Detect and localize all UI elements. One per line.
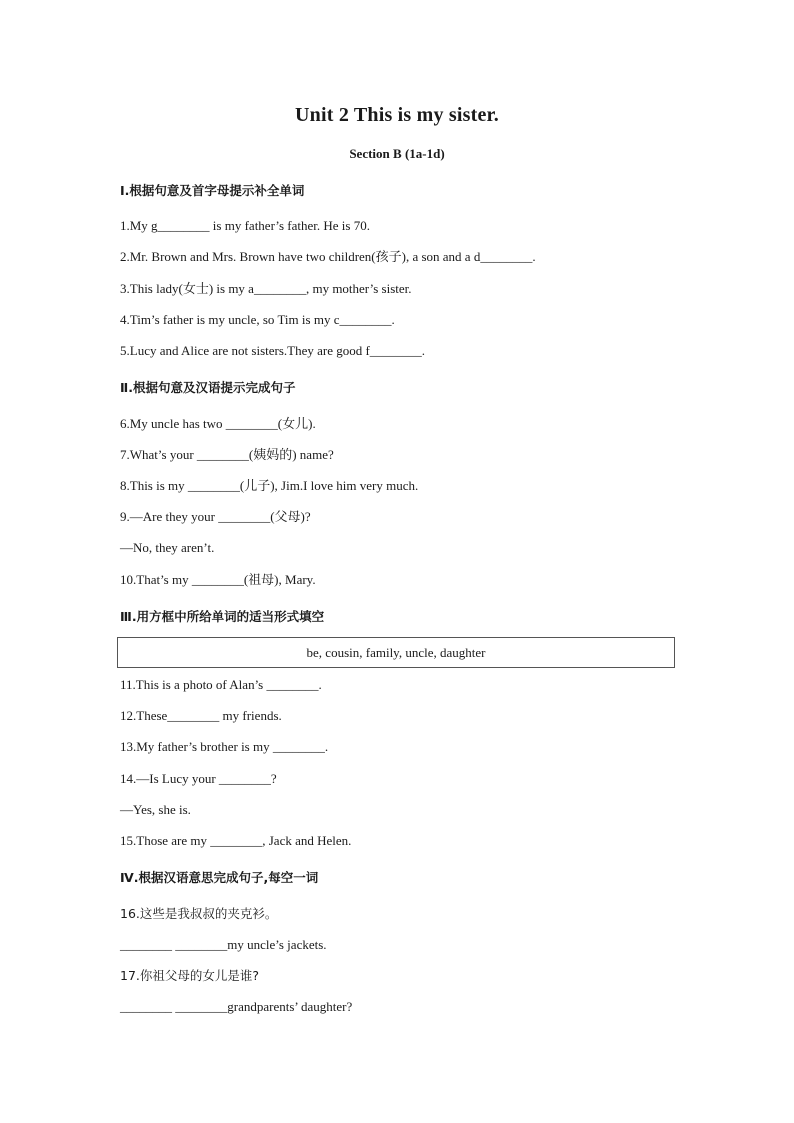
question-9: 9.—Are they your ________(父母)? (120, 509, 311, 524)
question-5: 5.Lucy and Alice are not sisters.They are good f________. (120, 343, 426, 358)
question-14: 14.—Is Lucy your ________? (120, 771, 277, 786)
question-16-blanks: ________ ________my uncle’s jackets. (120, 937, 327, 952)
section-heading-1: Ⅰ.根据句意及首字母提示补全单词 (120, 183, 305, 198)
question-7: 7.What’s your ________(姨妈的) name? (120, 447, 334, 462)
question-17-blanks: ________ ________grandparents’ daughter? (120, 999, 353, 1014)
question-1: 1.My g________ is my father’s father. He is 70. (120, 218, 370, 233)
question-8: 8.This is my ________(儿子), Jim.I love him very much. (120, 478, 419, 493)
question-6: 6.My uncle has two ________(女儿). (120, 416, 316, 431)
question-9-answer: —No, they aren’t. (120, 540, 215, 555)
page-title: Unit 2 This is my sister. (295, 104, 499, 126)
question-16: 16.这些是我叔叔的夹克衫。 (120, 906, 278, 921)
question-3: 3.This lady(女士) is my a________, my mother’s sister. (120, 281, 412, 296)
question-2: 2.Mr. Brown and Mrs. Brown have two children(孩子), a son and a d________. (120, 249, 536, 264)
question-14-answer: —Yes, she is. (120, 802, 191, 817)
word-box: be, cousin, family, uncle, daughter (117, 637, 675, 668)
question-4: 4.Tim’s father is my uncle, so Tim is my c________. (120, 312, 395, 327)
page-subtitle: Section B (1a-1d) (349, 146, 445, 161)
question-10: 10.That’s my ________(祖母), Mary. (120, 572, 316, 587)
section-heading-2: Ⅱ.根据句意及汉语提示完成句子 (120, 380, 296, 395)
section-heading-3: Ⅲ.用方框中所给单词的适当形式填空 (120, 609, 325, 624)
question-12: 12.These________ my friends. (120, 708, 282, 723)
section-heading-4: Ⅳ.根据汉语意思完成句子,每空一词 (120, 870, 319, 885)
question-11: 11.This is a photo of Alan’s ________. (120, 677, 322, 692)
question-13: 13.My father’s brother is my ________. (120, 739, 329, 754)
question-15: 15.Those are my ________, Jack and Helen. (120, 833, 352, 848)
question-17: 17.你祖父母的女儿是谁? (120, 968, 260, 983)
